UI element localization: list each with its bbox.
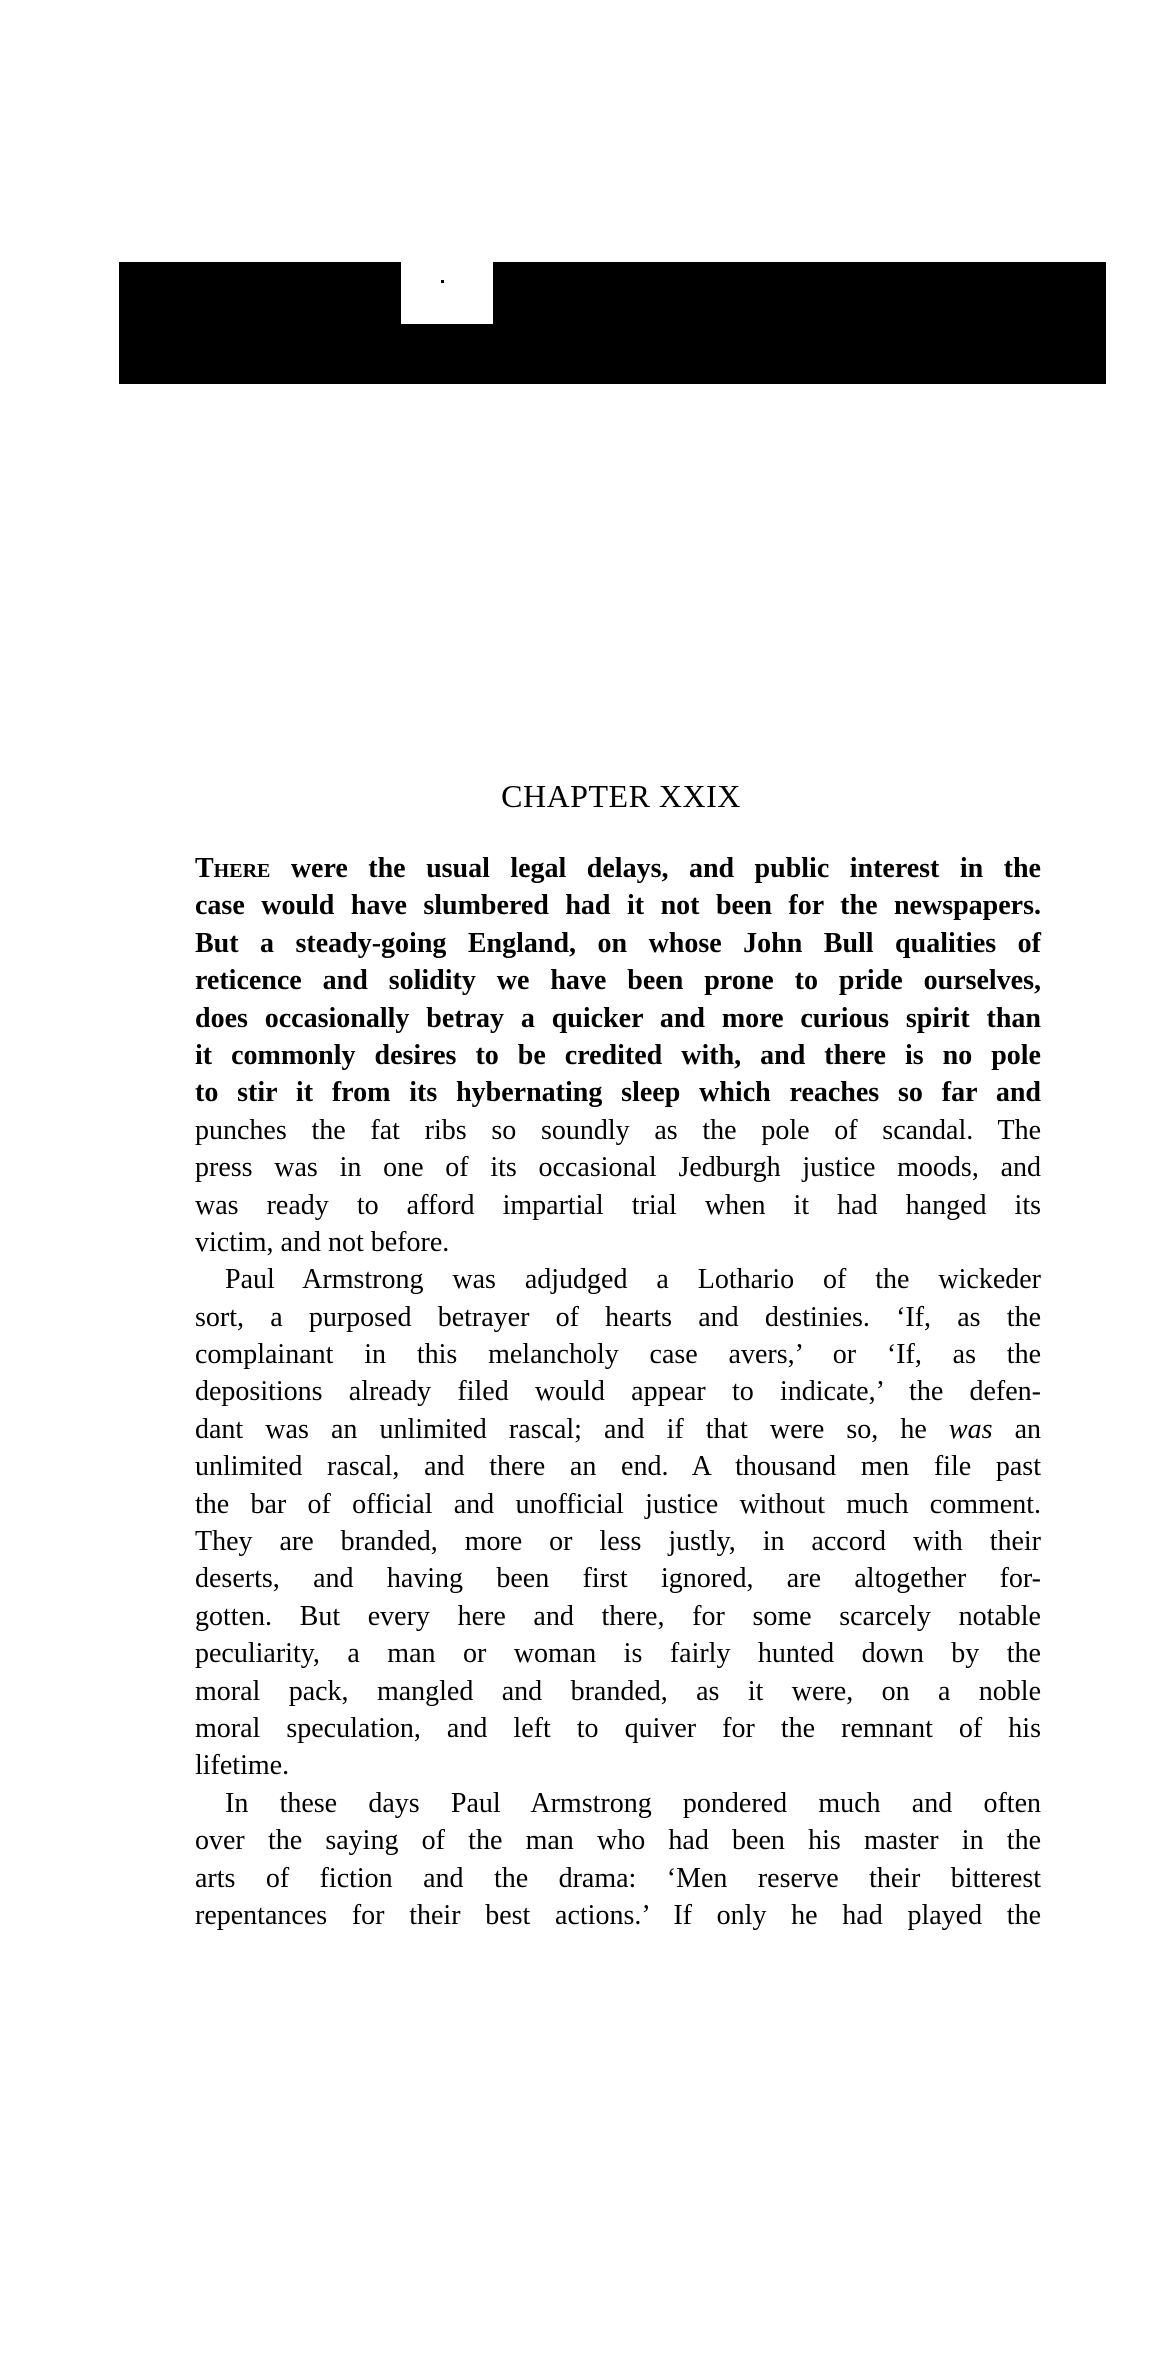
text-line-4: reticence and solidity we have been prone to pride ourselves, [195,965,1041,997]
text-line-3: But a steady-going England, on whose John Bull qualities of [195,927,1041,959]
text-line-5: does occasionally betray a quicker and more curious spirit than [195,1002,1041,1034]
text-line-1 [195,850,1041,887]
text-line-15: depositions already filed would appear to indicate,’ the defen- [195,1376,1041,1408]
chapter-title: CHAPTER XXIX [501,778,741,814]
text-line-9: press was in one of its occasional Jedburgh justice moods, and [195,1152,1041,1184]
text-line-24: moral speculation, and left to quiver for the remnant of his [195,1712,1041,1744]
text-line-7: to stir it from its hybernating sleep which reaches so far and [195,1077,1041,1109]
text-line-21: gotten. But every here and there, for some scarcely notable [195,1600,1041,1632]
text-line-6: it commonly desires to be credited with, and there is no pole [195,1039,1041,1071]
text-line-27: over the saying of the man who had been his master in the [195,1825,1041,1857]
text-line-23: moral pack, mangled and branded, as it were, on a noble [195,1675,1041,1707]
header-black-bar [119,262,1106,384]
text-line-17: unlimited rascal, and there an end. A thousand men file past [195,1451,1041,1483]
text-line-26: In these days Paul Armstrong pondered much and often [225,1787,1041,1819]
text-line-25: lifetime. [195,1750,290,1782]
text-line-29: repentances for their best actions.’ If only he had played the [195,1899,1041,1931]
body-text [195,850,1041,1934]
text-line-1-rest: were the usual legal delays, and public interest in the [270,853,1041,884]
text-line-22: peculiarity, a man or woman is fairly hunted down by the [195,1638,1041,1670]
text-line-28: arts of fiction and the drama: ‘Men reserve their bitterest [195,1862,1041,1894]
text-line-19: They are branded, more or less justly, in accord with their [195,1526,1041,1558]
text-line-16 [195,1411,1041,1448]
text-line-2: case would have slumbered had it not been for the newspapers. [195,890,1041,922]
text-line-13: sort, a purposed betrayer of hearts and destinies. ‘If, as the [195,1301,1041,1333]
header-white-notch [401,262,493,324]
text-line-20: deserts, and having been first ignored, are altogether for- [195,1563,1041,1595]
text-line-8: punches the fat ribs so soundly as the pole of scandal. The [195,1114,1041,1146]
text-line-14: complainant in this melancholy case avers,’ or ‘If, as the [195,1339,1041,1371]
text-line-12: Paul Armstrong was adjudged a Lothario of the wickeder [225,1264,1041,1296]
text-line-18: the bar of official and unofficial justice without much comment. [195,1488,1041,1520]
text-line-10: was ready to afford impartial trial when it had hanged its [195,1189,1041,1221]
text-line-16-before: dant was an unlimited rascal; and if that were so, he [195,1413,949,1445]
header-notch-dot [441,280,444,283]
text-line-11: victim, and not before. [195,1226,450,1258]
text-line-16-after: an [992,1413,1041,1445]
italic-word: was [948,1413,993,1445]
drop-word: There [195,853,271,884]
